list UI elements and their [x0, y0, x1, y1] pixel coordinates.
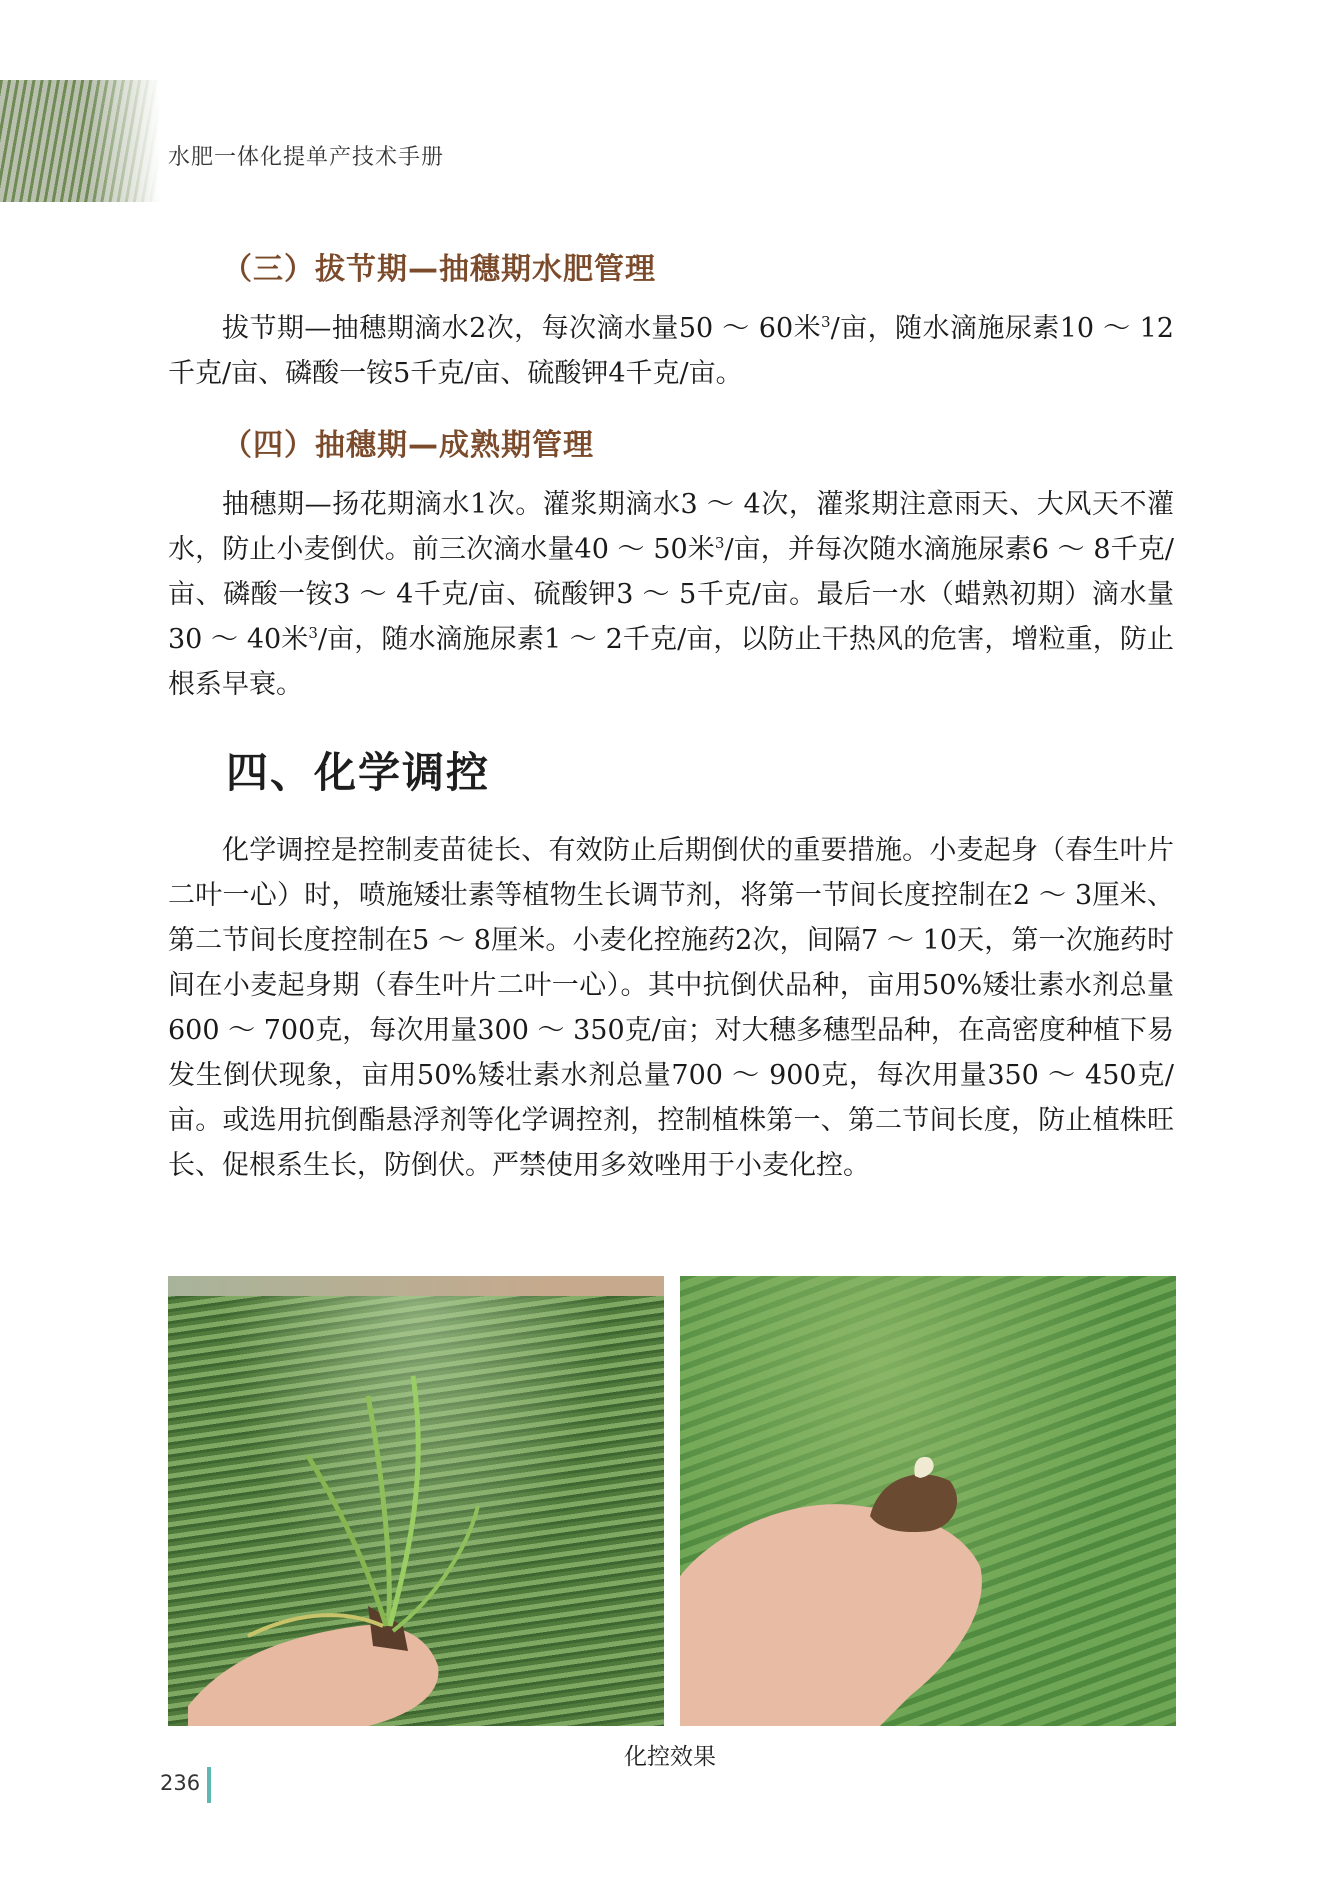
- hand-holding-root-illustration: [680, 1276, 1176, 1726]
- page-number: 236: [160, 1771, 201, 1795]
- subsection-heading-4: （四）抽穗期—成熟期管理: [222, 428, 594, 463]
- paragraph-jointing-stage: 拔节期—抽穗期滴水2次，每次滴水量50 ～ 60米$^3$/亩，随水滴施尿素10 ～ 12千克/亩、磷酸一铵5千克/亩、硫酸钾4千克/亩。: [168, 313, 1174, 389]
- subsection-heading-3: （三）拔节期—抽穗期水肥管理: [222, 252, 656, 287]
- hand-holding-seedling-illustration: [168, 1276, 664, 1726]
- figure-caption: 化控效果: [624, 1744, 716, 1770]
- section-title-chemical-control: 四、化学调控: [226, 748, 491, 797]
- header-field-photo: [0, 80, 160, 202]
- wheat-seedling-photo: [168, 1276, 664, 1726]
- wheat-root-photo: [680, 1276, 1176, 1726]
- field-horizon: [168, 1276, 664, 1296]
- running-header-title: 水肥一体化提单产技术手册: [168, 145, 445, 170]
- paragraph-heading-stage: 抽穗期—扬花期滴水1次。灌浆期滴水3 ～ 4次，灌浆期注意雨天、大风天不灌水，防止小麦倒伏。前三次滴水量40 ～ 50米$^3$/亩，并每次随水滴施尿素6 ～ 8千克/亩、磷酸一铵3 ～ 4千克/亩、硫酸钾3 ～ 5千克/亩。最后一水（蜡熟初期）滴水量30 ～ 40米$^3$/亩，随水滴施尿素1 ～ 2千克/亩，以防止干热风的危害，增粒重，防止根系早衰。: [168, 489, 1174, 700]
- paragraph-chemical-control: 化学调控是控制麦苗徒长、有效防止后期倒伏的重要措施。小麦起身（春生叶片二叶一心）时，喷施矮壮素等植物生长调节剂，将第一节间长度控制在2 ～ 3厘米、第二节间长度控制在5 ～ 8厘米。小麦化控施药2次，间隔7 ～ 10天，第一次施药时间在小麦起身期（春生叶片二叶一心）。其中抗倒伏品种，亩用50%矮壮素水剂总量600 ～ 700克，每次用量300 ～ 350克/亩；对大穗多穗型品种，在高密度种植下易发生倒伏现象，亩用50%矮壮素水剂总量700 ～ 900克，每次用量350 ～ 450克/亩。或选用抗倒酯悬浮剂等化学调控剂，控制植株第一、第二节间长度，防止植株旺长、促根系生长，防倒伏。严禁使用多效唑用于小麦化控。: [168, 835, 1174, 1181]
- page-number-divider: [207, 1767, 211, 1803]
